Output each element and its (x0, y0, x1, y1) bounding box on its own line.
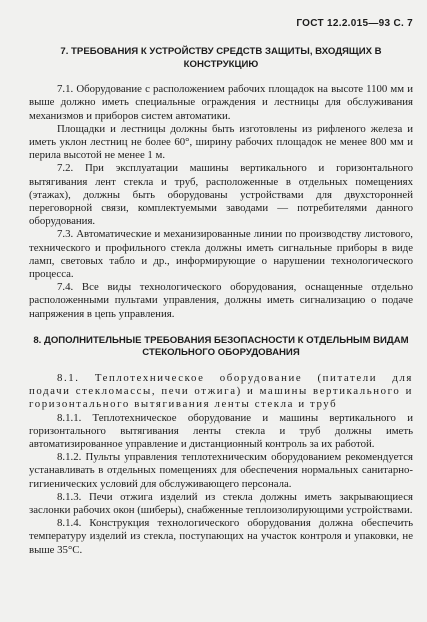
section-7-title: 7. ТРЕБОВАНИЯ К УСТРОЙСТВУ СРЕДСТВ ЗАЩИТЫ, ВХОДЯЩИХ В КОНСТРУКЦИЮ (60, 46, 382, 70)
paragraph-7-4: 7.4. Все виды технологического оборудования, оснащенные отдельно расположенными пультами управления, должны иметь сигнализацию о подаче напряжения в цепь управления. (29, 281, 413, 320)
document-body (29, 46, 413, 557)
paragraph-7-3: 7.3. Автоматические и механизированные линии по производству листового, технического и профильного стекла должны иметь сигнальные приборы в виде ламп, световых табло и др., информирующие о нарушении технологического процесса. (29, 228, 413, 281)
paragraph-8-1-1: 8.1.1. Теплотехническое оборудование и машины вертикального и горизонтального вытягивания ленты стекла и труб должны иметь автоматизированное управление и дистанционный контроль за их работой. (29, 411, 413, 451)
section-8-title: 8. ДОПОЛНИТЕЛЬНЫЕ ТРЕБОВАНИЯ БЕЗОПАСНОСТИ К ОТДЕЛЬНЫМ ВИДАМ СТЕКОЛЬНОГО ОБОРУДОВАНИЯ (33, 334, 409, 359)
page-header: ГОСТ 12.2.015—93 С. 7 (296, 18, 413, 29)
paragraph-8-1: 8.1. Теплотехническое оборудование (питатели для подачи стекломассы, печи отжига) и машины вертикального и горизонтального вытягивания ленты стекла и труб (29, 372, 413, 411)
paragraph-7-1: 7.1. Оборудование с расположением рабочих площадок на высоте 1100 мм и выше должно иметь специальные ограждения и лестницы для обслуживания механизмов и приборов систем автоматики. (29, 83, 413, 122)
paragraph-8-1-3: 8.1.3. Печи отжига изделий из стекла должны иметь закрывающиеся заслонки рабочих окон (шиберы), снабженные теплоизолирующими устройствами. (29, 490, 413, 517)
paragraph-8-1-4: 8.1.4. Конструкция технологического оборудования должна обеспечить температуру изделий из стекла, поступающих на участок контроля и упаковки, не выше 35°С. (29, 517, 413, 556)
paragraph-7-1-cont: Площадки и лестницы должны быть изготовлены из рифленого железа и иметь уклон лестниц не более 60°, ширину рабочих площадок не менее 800 мм и перила высотой не менее 1 м. (29, 122, 413, 162)
paragraph-7-2: 7.2. При эксплуатации машины вертикального и горизонтального вытягивания лент стекла и труб, расположенные в отдельных помещениях (этажах), должны быть оборудованы устройствами для двухсторонней переговорной связи, комплектуемыми заводами — потребителями данного оборудования. (29, 162, 413, 228)
paragraph-8-1-2: 8.1.2. Пульты управления теплотехническим оборудованием рекомендуется устанавливать в отдельных помещениях для обеспечения нормальных санитарно-гигиенических условий для обслуживающего персонала. (29, 451, 413, 490)
